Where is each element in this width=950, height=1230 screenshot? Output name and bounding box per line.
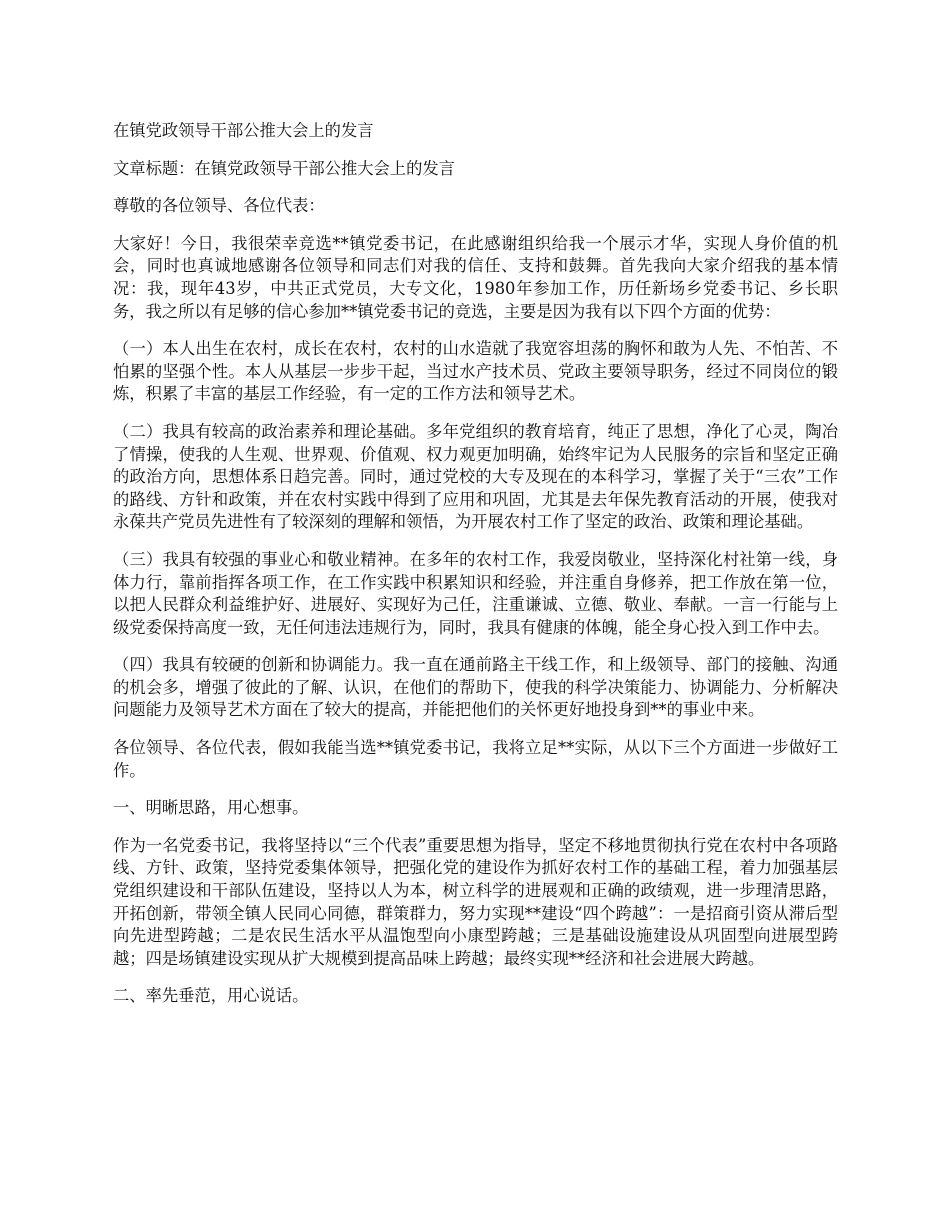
paragraph-advantage-1: （一）本人出生在农村，成长在农村，农村的山水造就了我宽容坦荡的胸怀和敢为人先、不怕苦、不怕累的坚强个性。本人从基层一步步干起，当过水产技术员、党政主要领导职务，经过不同岗位的锻炼，积累了丰富的基层工作经验，有一定的工作方法和领导艺术。 (113, 339, 838, 404)
salutation: 尊敬的各位领导、各位代表： (113, 196, 325, 216)
article-title-line: 文章标题：在镇党政领导干部公推大会上的发言 (113, 158, 455, 178)
section-heading-1: 一、明晰思路，用心想事。 (113, 798, 309, 818)
paragraph-advantage-3: （三）我具有较强的事业心和敬业精神。在多年的农村工作，我爱岗敬业，坚持深化村社第一线，身体力行，靠前指挥各项工作，在工作实践中积累知识和经验，并注重自身修养，把工作放在第一位，以把人民群众利益维护好、进展好、实现好为己任，注重谦诚、立德、敬业、奉献。一言一行能与上级党委保持高度一致，无任何违法违规行为，同时，我具有健康的体魄，能全身心投入到工作中去。 (113, 549, 838, 637)
paragraph-transition: 各位领导、各位代表，假如我能当选**镇党委书记，我将立足**实际，从以下三个方面进一步做好工作。 (113, 738, 838, 780)
section-heading-2: 二、率先垂范，用心说话。 (113, 986, 309, 1006)
paragraph-advantage-2: （二）我具有较高的政治素养和理论基础。多年党组织的教育培育，纯正了思想，净化了心灵，陶冶了情操，使我的人生观、世界观、价值观、权力观更加明确，始终牢记为人民服务的宗旨和坚定正确的政治方向，思想体系日趋完善。同时，通过党校的大专及现在的本科学习，掌握了关于“三农”工作的路线、方针和政策，并在农村实践中得到了应用和巩固，尤其是去年保先教育活动的开展，使我对永葆共产党员先进性有了较深刻的理解和领悟，为开展农村工作了坚定的政治、政策和理论基础。 (113, 421, 838, 532)
document-page (113, 120, 838, 1023)
paragraph-intro: 大家好！今日，我很荣幸竞选**镇党委书记，在此感谢组织给我一个展示才华，实现人身价值的机会，同时也真诚地感谢各位领导和同志们对我的信任、支持和鼓舞。首先我向大家介绍我的基本情况：我，现年43岁，中共正式党员，大专文化，1980年参加工作，历任新场乡党委书记、乡长职务，我之所以有足够的信心参加**镇党委书记的竞选，主要是因为我有以下四个方面的优势： (113, 233, 838, 321)
paragraph-advantage-4: （四）我具有较硬的创新和协调能力。我一直在通前路主干线工作，和上级领导、部门的接触、沟通的机会多，增强了彼此的了解、认识，在他们的帮助下，使我的科学决策能力、协调能力、分析解决问题能力及领导艺术方面在了较大的提高，并能把他们的关怀更好地投身到**的事业中来。 (113, 655, 838, 720)
paragraph-section-1: 作为一名党委书记，我将坚持以“三个代表”重要思想为指导，坚定不移地贯彻执行党在农村中各项路线、方针、政策，坚持党委集体领导，把强化党的建设作为抓好农村工作的基础工程，着力加强基层党组织建设和干部队伍建设，坚持以人为本，树立科学的进展观和正确的政绩观，进一步理清思路，开拓创新，带领全镇人民同心同德，群策群力，努力实现**建设“四个跨越”：一是招商引资从滞后型向先进型跨越；二是农民生活水平从温饱型向小康型跨越；三是基础设施建设从巩固型向进展型跨越；四是场镇建设实现从扩大规模到提高品味上跨越；最终实现**经济和社会进展大跨越。 (113, 835, 838, 968)
document-title: 在镇党政领导干部公推大会上的发言 (113, 121, 374, 140)
